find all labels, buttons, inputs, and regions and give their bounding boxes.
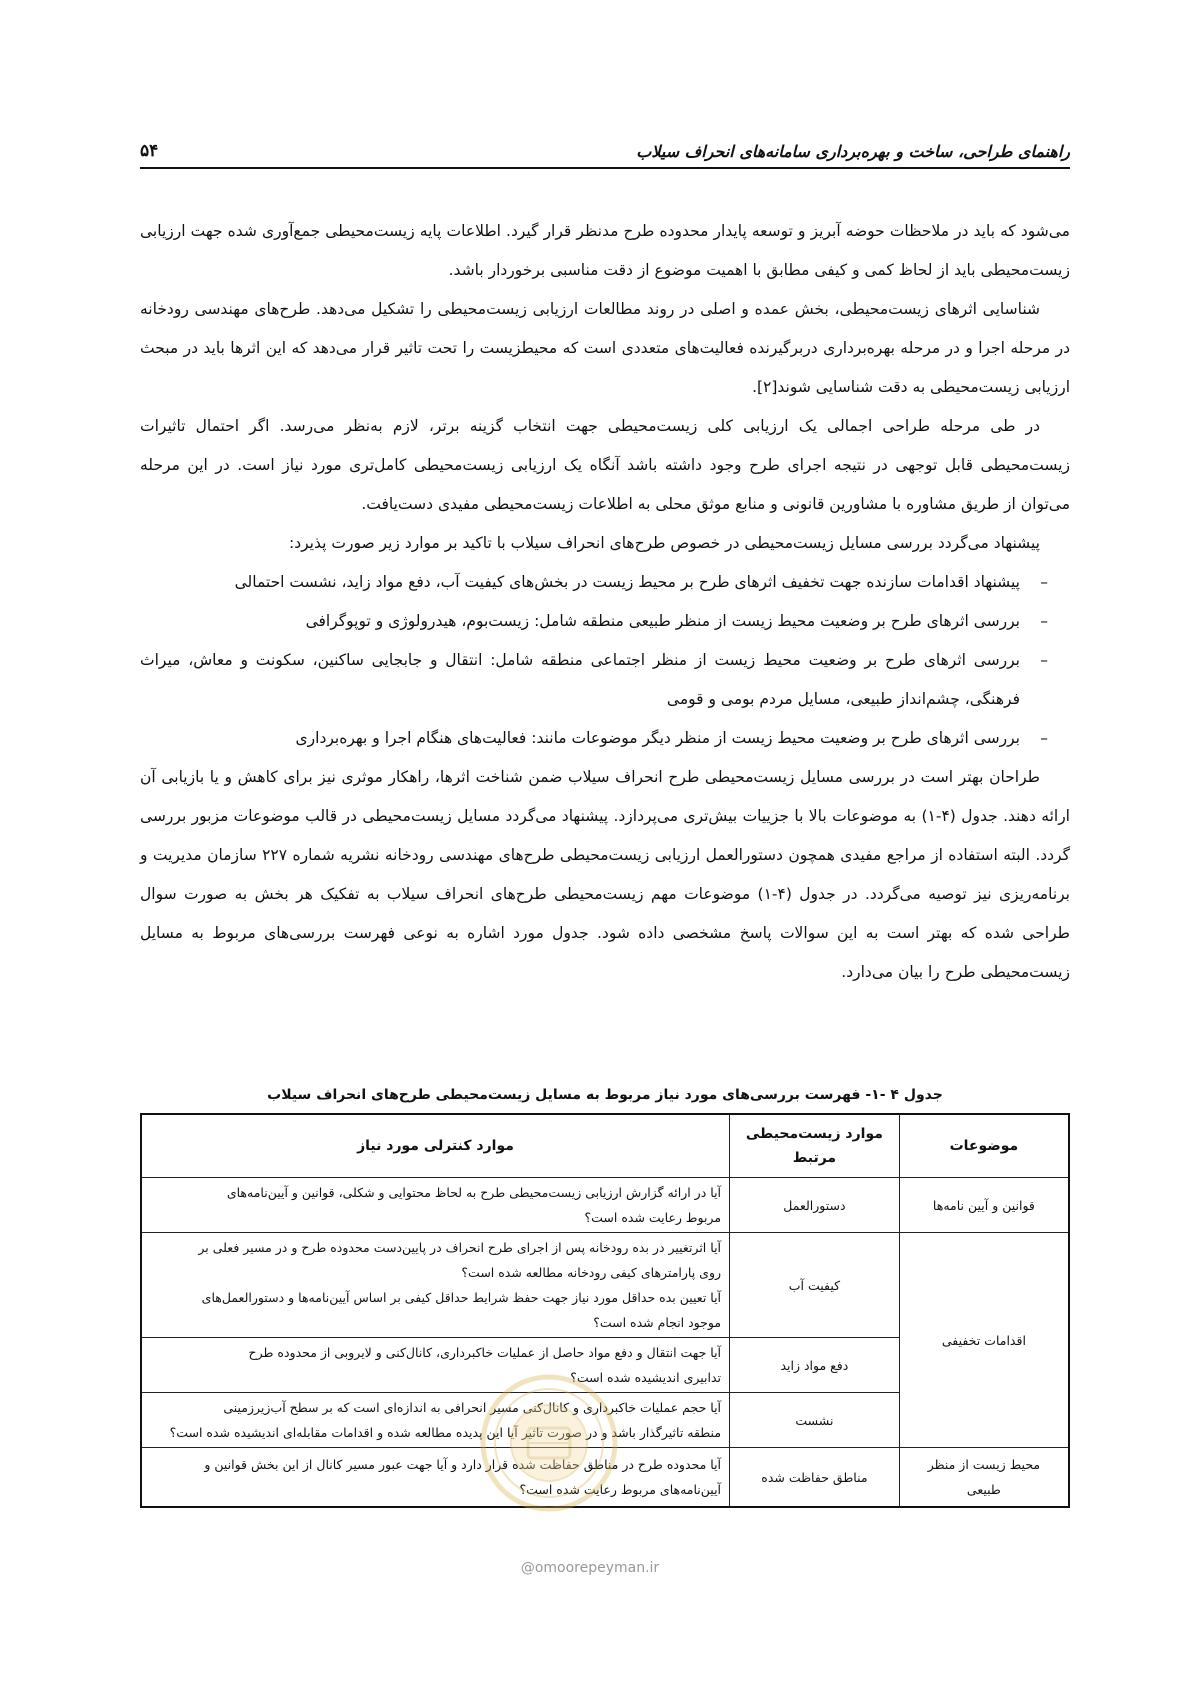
website-watermark: @omoorepeyman.ir bbox=[520, 1560, 660, 1576]
check-line: منطقه تاثیرگذار باشد و در صورت تاثیر آیا این پدیده مطالعه شده و اقدامات مقابله‌ای اندیشیده شده است؟ bbox=[169, 1425, 722, 1440]
header-topic: موضوعات bbox=[899, 1114, 1069, 1178]
bullet-item: – بررسی اثرهای طرح بر وضعیت محیط زیست از منظر طبیعی منطقه شامل: زیست‌بوم، هیدرولوژی و توپوگرافی bbox=[140, 602, 1048, 641]
topic-cell: قوانین و آیین نامه‌ها bbox=[899, 1178, 1069, 1233]
check-cell bbox=[141, 1338, 730, 1393]
topic-cell bbox=[899, 1448, 1069, 1508]
check-line: آیا تعیین بده حداقل مورد نیاز جهت حفظ شرایط حداقل کیفی بر اساس آیین‌نامه‌ها و دستورالعمل‌های bbox=[201, 1290, 722, 1305]
check-cell bbox=[141, 1233, 730, 1338]
item-cell: کیفیت آب bbox=[730, 1233, 900, 1338]
item-cell: دستورالعمل bbox=[730, 1178, 900, 1233]
check-line: تدابیری اندیشیده شده است؟ bbox=[570, 1370, 722, 1385]
paragraph-1: می‌شود که باید در ملاحظات حوضه آبریز و توسعه پایدار محدوده طرح مدنظر قرار گیرد. اطلاعات پایه زیست‌محیطی جمع‌آوری شده جهت ارزیابی زیست‌محیطی باید از لحاظ کمی و کیفی مطابق با اهمیت موضوع از دقت مناسبی برخوردار باشد. bbox=[140, 222, 1070, 279]
running-title: راهنمای طراحی، ساخت و بهره‌برداری سامانه‌های انحراف سیلاب bbox=[636, 142, 1070, 161]
topic-cell: اقدامات تخفیفی bbox=[899, 1233, 1069, 1448]
paragraph-3: در طی مرحله طراحی اجمالی یک ارزیابی کلی زیست‌محیطی جهت انتخاب گزینه برتر، لازم به‌نظر می‌رسد. اگر احتمال تاثیرات زیست‌محیطی قابل توجهی در نتیجه اجرای طرح وجود داشته باشد آنگاه یک ارزیابی زیست‌محیطی کامل‌تری مورد نیاز است. در این مرحله می‌توان از طریق مشاوره با مشاورین قانونی و منابع موثق محلی به اطلاعات زیست‌محیطی مفیدی دست‌یافت. bbox=[140, 417, 1070, 513]
table-row bbox=[141, 1233, 1069, 1338]
check-line: موجود انجام شده است؟ bbox=[593, 1315, 722, 1330]
header-check: موارد کنترلی مورد نیاز bbox=[141, 1114, 730, 1178]
check-cell bbox=[141, 1393, 730, 1448]
bullet-item: – پیشنهاد اقدامات سازنده جهت تخفیف اثرهای طرح بر محیط زیست در بخش‌های کیفیت آب، دفع مواد زاید، نشست احتمالی bbox=[140, 563, 1048, 602]
check-line: آیا محدوده طرح در مناطق حفاظت شده قرار دارد و آیا جهت عبور مسیر کانال از این بخش قوانین و bbox=[204, 1457, 722, 1472]
paragraph-4: پیشنهاد می‌گردد بررسی مسایل زیست‌محیطی در خصوص طرح‌های انحراف سیلاب با تاکید بر موارد زیر صورت پذیرد: bbox=[289, 534, 1040, 552]
bullet-item: – بررسی اثرهای طرح بر وضعیت محیط زیست از منظر اجتماعی منطقه شامل: انتقال و جابجایی ساکنین، سکونت و معاش، میراث فرهنگی، چشم‌انداز طبیعی، مسایل مردم بومی و قومی bbox=[140, 641, 1048, 719]
check-line: آیا حجم عملیات خاکبرداری و کانال‌کنی مسیر انحرافی به اندازه‌ای است که بر سطح آب‌زیرزمینی bbox=[223, 1400, 722, 1415]
check-line: روی پارامترهای کیفی رودخانه مطالعه شده است؟ bbox=[461, 1265, 722, 1280]
table-row bbox=[141, 1178, 1069, 1233]
check-cell bbox=[141, 1178, 730, 1233]
item-cell: مناطق حفاظت شده bbox=[730, 1448, 900, 1508]
check-line: مربوط رعایت شده است؟ bbox=[584, 1210, 722, 1225]
watermark-seal-icon bbox=[478, 1372, 620, 1514]
paragraph-5: طراحان بهتر است در بررسی مسایل زیست‌محیطی طرح انحراف سیلاب ضمن شناخت اثرها، راهکار موثری نیز برای کاهش و یا بازیابی آن ارائه دهند. جدول (۴-۱) به موضوعات بالا با جزییات بیش‌تری می‌پردازد. پیشنهاد می‌گردد مسایل زیست‌محیطی در قالب موضوعات مزبور بررسی گردد. البته استفاده از مراجع مفیدی همچون دستورالعمل ارزیابی زیست‌محیطی طرح‌های مهندسی رودخانه نشریه شماره ۲۲۷ سازمان مدیریت و برنامه‌ریزی نیز توصیه می‌گردد. در جدول (۴-۱) موضوعات مهم زیست‌محیطی طرح‌های انحراف سیلاب به تفکیک هر بخش به صورت سوال طراحی شده که بهتر است به این سوالات پاسخ مشخصی داده شود. جدول مورد اشاره به نوعی فهرست بررسی‌های مربوط به مسایل زیست‌محیطی طرح را بیان می‌دارد. bbox=[140, 768, 1070, 981]
paragraph-2: شناسایی اثرهای زیست‌محیطی، بخش عمده و اصلی در روند مطالعات ارزیابی زیست‌محیطی را تشکیل می‌دهد. طرح‌های مهندسی رودخانه در مرحله اجرا و در مرحله بهره‌برداری دربرگیرنده فعالیت‌های متعددی است که محیطزیست را تحت تاثیر قرار می‌دهد که این اثرها باید در مبحث ارزیابی زیست‌محیطی به دقت شناسایی شوند[۲]. bbox=[140, 300, 1070, 396]
header-item-line-2: مرتبط bbox=[792, 1150, 837, 1166]
item-cell: دفع مواد زاید bbox=[730, 1338, 900, 1393]
page-header bbox=[140, 125, 1070, 169]
page-number: ۵۴ bbox=[140, 141, 159, 161]
table-caption: جدول ۴ -۱- فهرست بررسی‌های مورد نیاز مربوط به مسایل زیست‌محیطی طرح‌های انحراف سیلاب bbox=[267, 1087, 943, 1103]
bullet-item: – بررسی اثرهای طرح بر وضعیت محیط زیست از منظر دیگر موضوعات مانند: فعالیت‌های هنگام اجرا و بهره‌برداری bbox=[140, 719, 1048, 758]
bullet-list bbox=[140, 563, 1070, 758]
topic-line-2: طبیعی bbox=[966, 1482, 1001, 1497]
header-item-line-1: موارد زیست‌محیطی bbox=[745, 1126, 883, 1142]
check-line: آیین‌نامه‌های مربوط رعایت شده است؟ bbox=[519, 1482, 722, 1497]
check-line: آیا اثرتغییر در بده رودخانه پس از اجرای طرح انحراف در پایین‌دست محدوده طرح و در مسیر فعلی بر bbox=[198, 1240, 722, 1255]
body-text bbox=[140, 212, 1070, 992]
table-header-row bbox=[141, 1114, 1069, 1178]
topic-line-1: محیط زیست از منظر bbox=[927, 1457, 1041, 1472]
check-line: آیا جهت انتقال و دفع مواد حاصل از عملیات خاکبرداری، کانال‌کنی و لایروبی از محدوده طرح bbox=[248, 1345, 722, 1360]
header-item bbox=[730, 1114, 900, 1178]
item-cell: نشست bbox=[730, 1393, 900, 1448]
check-line: آیا در ارائه گزارش ارزیابی زیست‌محیطی طرح به لحاظ محتوایی و شکلی، قوانین و آیین‌نامه‌های bbox=[226, 1185, 722, 1200]
check-cell bbox=[141, 1448, 730, 1508]
